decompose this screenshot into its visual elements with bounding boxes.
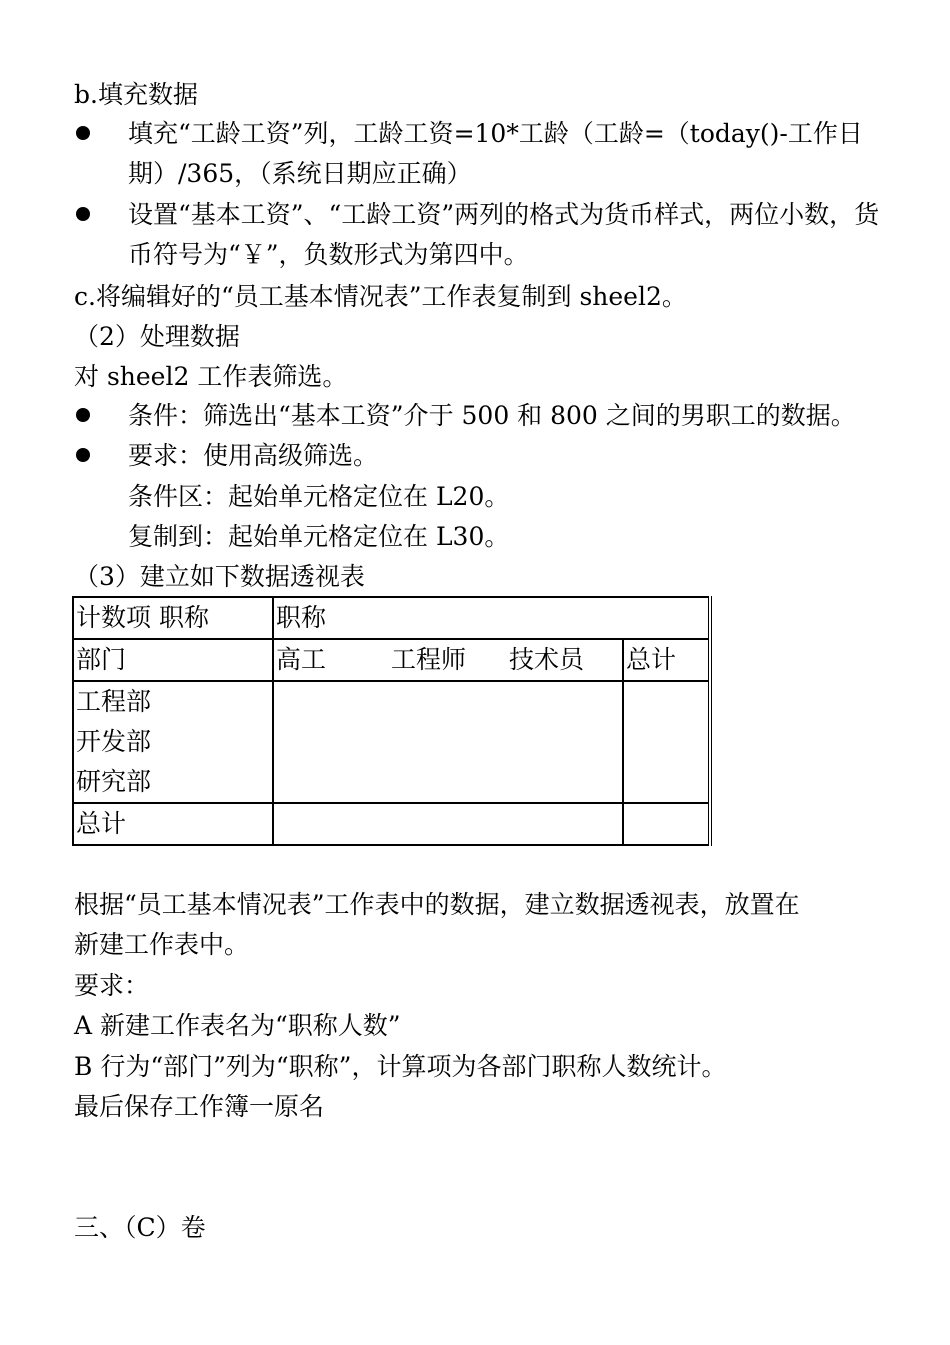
pivot-row-field: 部门 [73,639,273,681]
copy-to-text: 复制到：起始单元格定位在 L30。 [128,522,510,551]
requirement-label: 要求： [74,971,150,1000]
part2-intro: 对 sheel2 工作表筛选。 [74,362,348,391]
bullet-icon [76,408,90,422]
bullet-item [74,436,884,476]
condition-area-text: 条件区：起始单元格定位在 L20。 [128,482,510,511]
pivot-data-cell [273,681,623,803]
bullet-icon [76,126,90,140]
section-three-heading: 三、（C）卷 [74,1213,206,1242]
bullet-text: 设置“基本工资”、“工龄工资”两列的格式为货币样式，两位小数，货币符号为“￥”，负数形式为第四中。 [128,200,880,269]
pivot-total-column-header: 总计 [623,639,710,681]
pivot-corner-label: 计数项 职称 [73,597,273,639]
requirement-a: A 新建工作表名为“职称人数” [74,1011,401,1040]
pivot-row-labels [73,681,273,803]
pivot-column-headers [273,639,623,681]
instruction-line: 新建工作表中。 [74,930,250,959]
row-label: 工程部 [76,687,152,716]
pivot-data-cell [273,803,623,845]
column-header: 工程师 [391,645,467,674]
row-label: 研究部 [76,767,152,796]
save-note: 最后保存工作簿一原名 [74,1092,325,1121]
bullet-item [74,396,884,436]
bullet-item [74,114,884,194]
pivot-total-row-label: 总计 [73,803,273,845]
table-row [73,803,710,845]
pivot-table [72,596,712,846]
pivot-total-cell [623,803,710,845]
column-header: 高工 [276,645,327,674]
bullet-text: 条件：筛选出“基本工资”介于 500 和 800 之间的男职工的数据。 [128,401,856,430]
row-label: 开发部 [76,727,152,756]
table-row [73,681,710,803]
table-row [73,639,710,681]
bullet-icon [76,448,90,462]
section-b-heading: b.填充数据 [74,80,198,109]
section-c-text: c.将编辑好的“员工基本情况表”工作表复制到 sheel2。 [74,282,687,311]
instruction-line: 根据“员工基本情况表”工作表中的数据，建立数据透视表，放置在 [74,890,800,919]
bullet-icon [76,207,90,221]
column-header: 技术员 [509,645,585,674]
requirement-b: B 行为“部门”列为“职称”，计算项为各部门职称人数统计。 [74,1052,727,1081]
bullet-text: 要求：使用高级筛选。 [128,441,379,470]
table-row [73,597,710,639]
pivot-total-cell [623,681,710,803]
part3-heading: （3）建立如下数据透视表 [74,562,365,591]
bullet-item [74,195,884,275]
part2-heading: （2）处理数据 [74,322,240,351]
pivot-column-field: 职称 [273,597,710,639]
bullet-text: 填充“工龄工资”列，工龄工资=10*工龄（工龄=（today()-工作日期）/365，（系统日期应正确） [128,119,863,188]
